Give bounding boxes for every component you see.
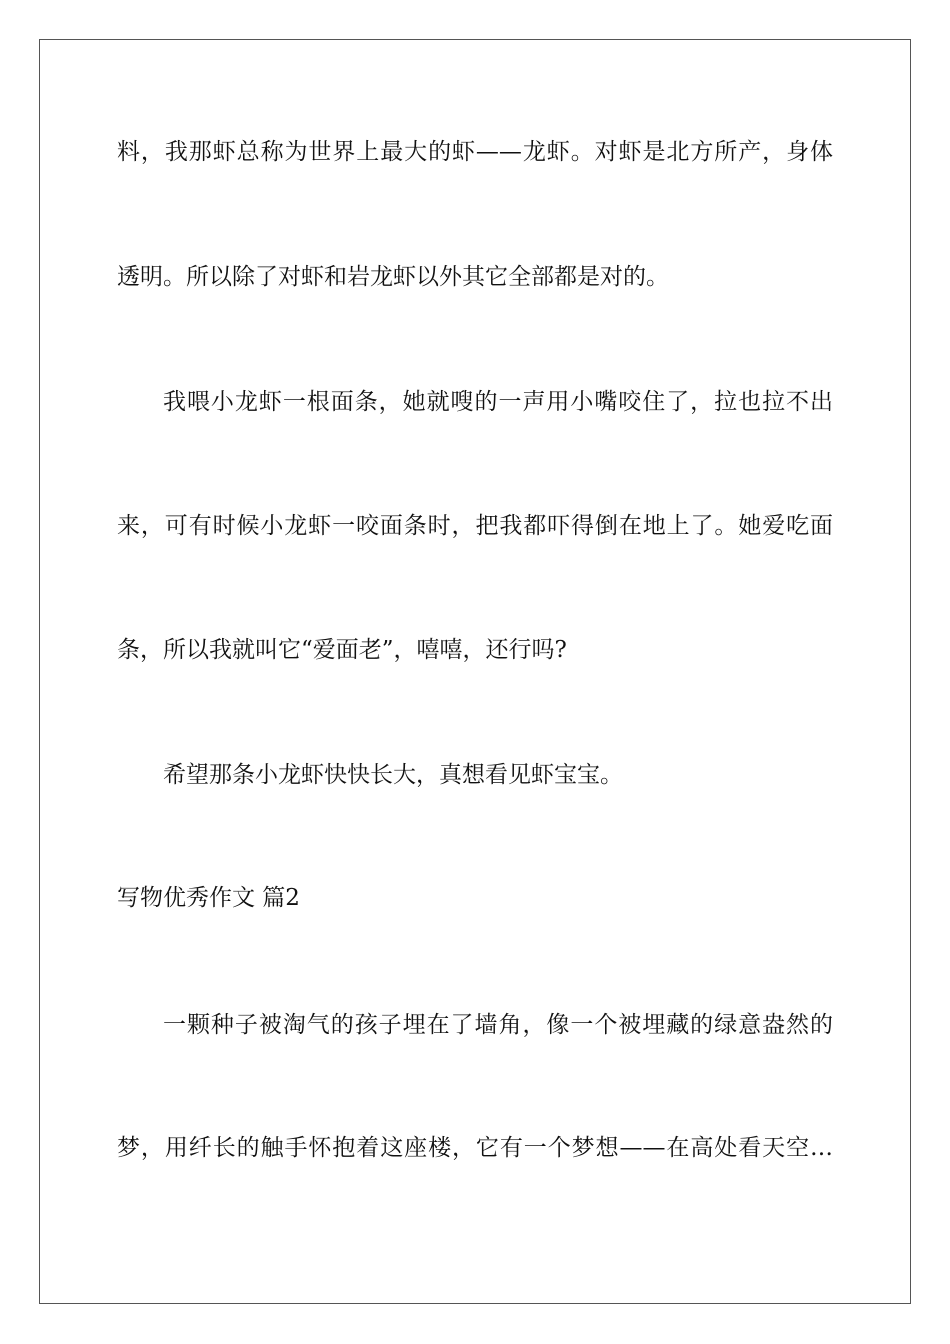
- paragraph-line: 透明。所以除了对虾和岩龙虾以外其它全部都是对的。: [117, 264, 669, 290]
- paragraph-line: 希望那条小龙虾快快长大，真想看见虾宝宝。: [163, 762, 623, 788]
- section-heading: 写物优秀作文 篇2: [117, 885, 300, 911]
- paragraph-line: 条，所以我就叫它“爱面老”，嘻嘻，还行吗?: [117, 637, 567, 663]
- paragraph-line: 料，我那虾总称为世界上最大的虾——龙虾。对虾是北方所产，身体: [117, 139, 833, 165]
- paragraph-line: 来，可有时候小龙虾一咬面条时，把我都吓得倒在地上了。她爱吃面: [117, 513, 833, 539]
- paragraph-line: 梦，用纤长的触手怀抱着这座楼，它有一个梦想——在高处看天空…: [117, 1135, 833, 1161]
- paragraph-line: 一颗种子被淘气的孩子埋在了墙角，像一个被埋藏的绿意盎然的: [163, 1012, 833, 1038]
- page-border: [39, 39, 911, 1304]
- paragraph-line: 我喂小龙虾一根面条，她就嗖的一声用小嘴咬住了，拉也拉不出: [163, 389, 833, 415]
